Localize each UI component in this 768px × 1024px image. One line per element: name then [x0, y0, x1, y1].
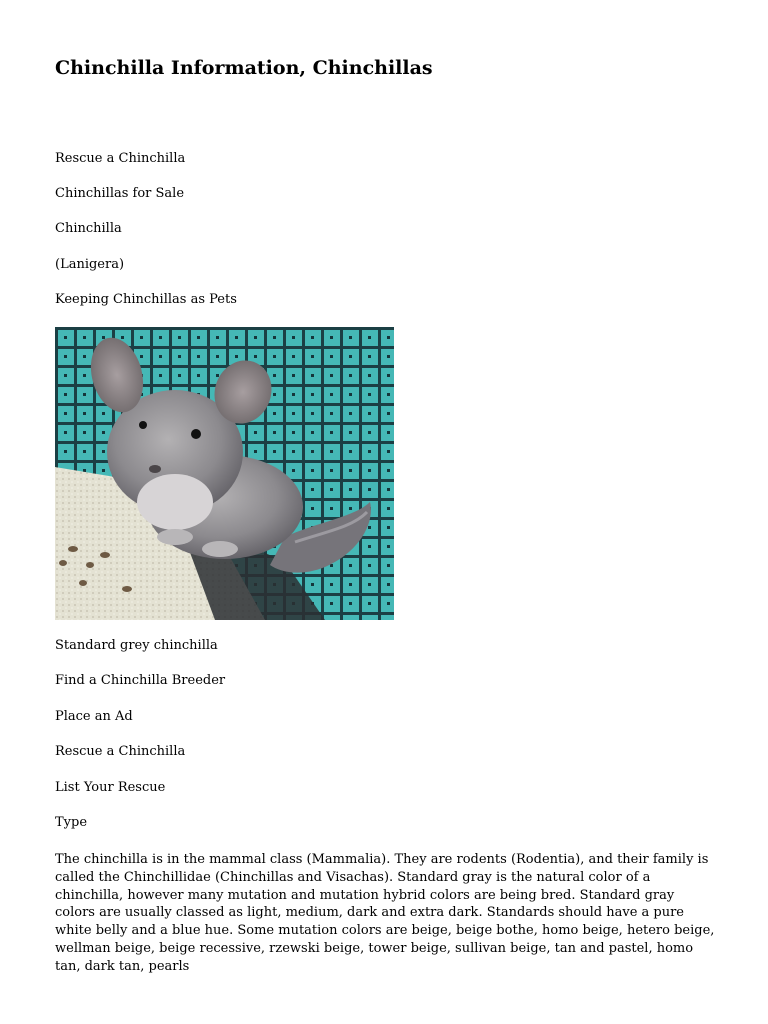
section-heading-type: Type	[55, 815, 88, 830]
image-caption: Standard grey chinchilla	[55, 638, 218, 653]
text-chinchilla: Chinchilla	[55, 221, 122, 236]
link-place-ad[interactable]: Place an Ad	[55, 709, 133, 724]
body-paragraph: The chinchilla is in the mammal class (Mammalia). They are rodents (Rodentia), and their family is called the Chinchillidae (Chinchillas and Visachas). Standard gray is the natural color of a chinchilla, however many mutation and mutation hybrid colors are being bred. Standard gray colors are usually classed as light, medium, dark and extra dark. Standards should have a pure white belly and a blue hue. Some mutation colors are beige, beige bothe, homo beige, hetero beige, wellman beige, beige recessive, rzewski beige, tower beige, sullivan beige, tan and pastel, homo tan, dark tan, pearls	[55, 852, 715, 974]
link-find-breeder[interactable]: Find a Chinchilla Breeder	[55, 673, 226, 688]
link-list-rescue[interactable]: List Your Rescue	[55, 780, 166, 795]
link-rescue-chinchilla-2[interactable]: Rescue a Chinchilla	[55, 744, 186, 759]
link-rescue-chinchilla[interactable]: Rescue a Chinchilla	[55, 151, 186, 166]
link-chinchillas-for-sale[interactable]: Chinchillas for Sale	[55, 186, 185, 201]
text-lanigera: (Lanigera)	[55, 257, 125, 272]
chinchilla-photo	[55, 327, 394, 620]
link-keeping-chinchillas[interactable]: Keeping Chinchillas as Pets	[55, 292, 237, 307]
page-title: Chinchilla Information, Chinchillas	[55, 57, 433, 79]
